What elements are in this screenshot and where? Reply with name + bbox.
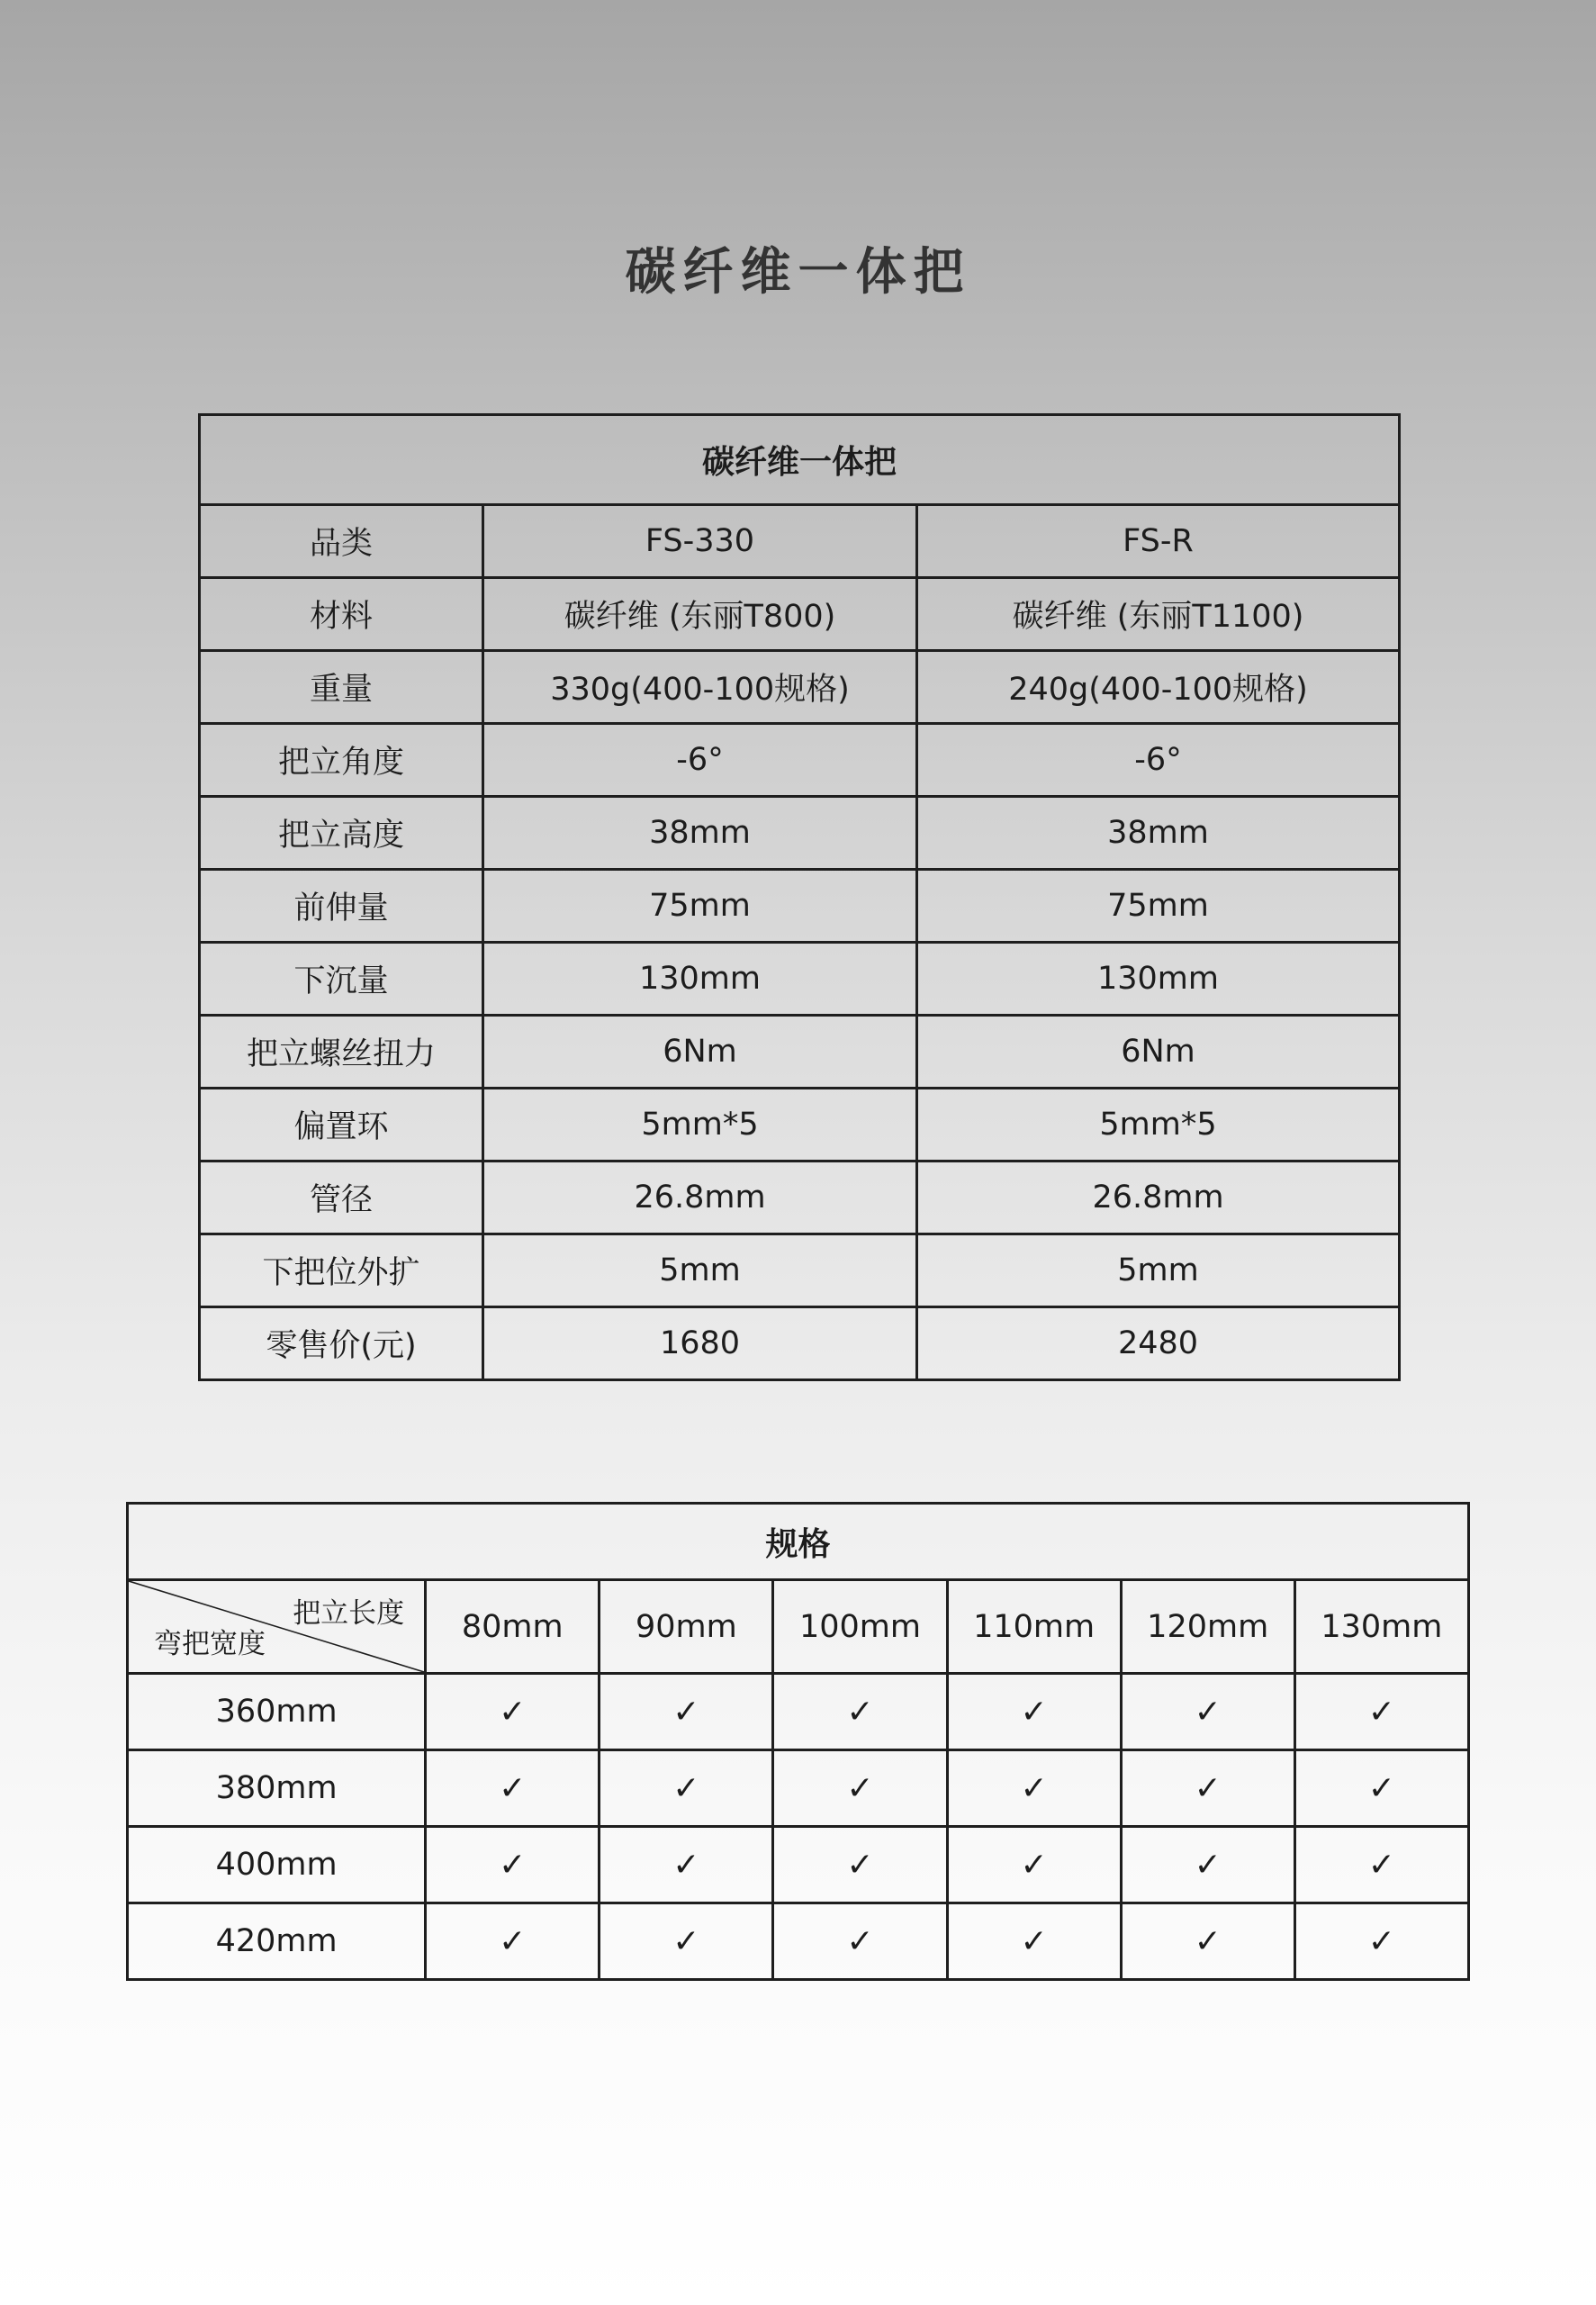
spec-value-fsr: 75mm — [917, 870, 1400, 943]
spec-table-header: 碳纤维一体把 — [200, 415, 1400, 505]
spec-value-fsr: -6° — [917, 724, 1400, 797]
check-icon: ✓ — [947, 1827, 1121, 1903]
spec-value-fs330: 38mm — [483, 797, 917, 870]
spec-value-fsr: 碳纤维 (东丽T1100) — [917, 578, 1400, 651]
size-column-header: 130mm — [1294, 1580, 1468, 1674]
spec-value-fsr: 38mm — [917, 797, 1400, 870]
size-column-header: 100mm — [773, 1580, 947, 1674]
spec-row-label: 管径 — [200, 1162, 483, 1234]
size-table — [126, 1502, 1470, 1981]
spec-row — [200, 1162, 1400, 1234]
spec-value-fsr: 2480 — [917, 1307, 1400, 1380]
size-row — [128, 1903, 1469, 1980]
size-table-header: 规格 — [128, 1504, 1469, 1580]
spec-value-fs330: 5mm*5 — [483, 1089, 917, 1162]
check-icon: ✓ — [1294, 1827, 1468, 1903]
spec-value-fs330: FS-330 — [483, 505, 917, 578]
check-icon: ✓ — [600, 1750, 773, 1827]
check-icon: ✓ — [947, 1750, 1121, 1827]
spec-value-fs330: 碳纤维 (东丽T800) — [483, 578, 917, 651]
check-icon: ✓ — [773, 1827, 947, 1903]
check-icon: ✓ — [426, 1674, 600, 1750]
spec-row — [200, 651, 1400, 724]
check-icon: ✓ — [1294, 1750, 1468, 1827]
corner-cell — [128, 1580, 426, 1674]
spec-value-fsr: 5mm — [917, 1234, 1400, 1307]
size-table-column-row — [128, 1580, 1469, 1674]
check-icon: ✓ — [1121, 1903, 1294, 1980]
spec-row-label: 品类 — [200, 505, 483, 578]
spec-value-fsr: 6Nm — [917, 1016, 1400, 1089]
spec-table-body — [200, 505, 1400, 1380]
size-table-header-row — [128, 1504, 1469, 1580]
size-table-body — [128, 1580, 1469, 1980]
size-row — [128, 1750, 1469, 1827]
size-row-label: 360mm — [128, 1674, 426, 1750]
check-icon: ✓ — [947, 1903, 1121, 1980]
spec-value-fsr: 130mm — [917, 943, 1400, 1016]
spec-value-fs330: 75mm — [483, 870, 917, 943]
spec-value-fs330: 5mm — [483, 1234, 917, 1307]
size-column-header: 110mm — [947, 1580, 1121, 1674]
size-row-label: 400mm — [128, 1827, 426, 1903]
spec-row — [200, 1307, 1400, 1380]
spec-row — [200, 797, 1400, 870]
spec-row-label: 把立角度 — [200, 724, 483, 797]
corner-label-stem-length: 把立长度 — [293, 1597, 405, 1630]
spec-value-fsr: 26.8mm — [917, 1162, 1400, 1234]
check-icon: ✓ — [426, 1750, 600, 1827]
check-icon: ✓ — [1121, 1674, 1294, 1750]
check-icon: ✓ — [1121, 1750, 1294, 1827]
spec-table — [198, 413, 1401, 1381]
spec-row-label: 重量 — [200, 651, 483, 724]
spec-row — [200, 724, 1400, 797]
spec-row — [200, 578, 1400, 651]
size-row — [128, 1827, 1469, 1903]
spec-value-fsr: 240g(400-100规格) — [917, 651, 1400, 724]
size-row-label: 380mm — [128, 1750, 426, 1827]
check-icon: ✓ — [426, 1903, 600, 1980]
size-column-header: 90mm — [600, 1580, 773, 1674]
check-icon: ✓ — [947, 1674, 1121, 1750]
corner-label-bar-width: 弯把宽度 — [154, 1628, 266, 1660]
spec-row — [200, 505, 1400, 578]
check-icon: ✓ — [600, 1827, 773, 1903]
size-column-header: 120mm — [1121, 1580, 1294, 1674]
spec-row — [200, 1234, 1400, 1307]
check-icon: ✓ — [600, 1674, 773, 1750]
spec-table-header-row — [200, 415, 1400, 505]
spec-value-fs330: -6° — [483, 724, 917, 797]
check-icon: ✓ — [426, 1827, 600, 1903]
check-icon: ✓ — [773, 1750, 947, 1827]
size-row — [128, 1674, 1469, 1750]
spec-row-label: 零售价(元) — [200, 1307, 483, 1380]
check-icon: ✓ — [1294, 1674, 1468, 1750]
spec-value-fs330: 6Nm — [483, 1016, 917, 1089]
check-icon: ✓ — [600, 1903, 773, 1980]
spec-value-fsr: 5mm*5 — [917, 1089, 1400, 1162]
spec-row — [200, 943, 1400, 1016]
check-icon: ✓ — [773, 1674, 947, 1750]
spec-row-label: 下沉量 — [200, 943, 483, 1016]
spec-row-label: 下把位外扩 — [200, 1234, 483, 1307]
page-title: 碳纤维一体把 — [625, 243, 971, 302]
spec-row-label: 材料 — [200, 578, 483, 651]
check-icon: ✓ — [773, 1903, 947, 1980]
check-icon: ✓ — [1121, 1827, 1294, 1903]
spec-row-label: 把立螺丝扭力 — [200, 1016, 483, 1089]
spec-value-fs330: 26.8mm — [483, 1162, 917, 1234]
check-icon: ✓ — [1294, 1903, 1468, 1980]
spec-row — [200, 1089, 1400, 1162]
spec-value-fsr: FS-R — [917, 505, 1400, 578]
size-column-header: 80mm — [426, 1580, 600, 1674]
spec-row-label: 前伸量 — [200, 870, 483, 943]
spec-row-label: 把立高度 — [200, 797, 483, 870]
spec-value-fs330: 1680 — [483, 1307, 917, 1380]
spec-row-label: 偏置环 — [200, 1089, 483, 1162]
spec-value-fs330: 330g(400-100规格) — [483, 651, 917, 724]
spec-row — [200, 870, 1400, 943]
spec-value-fs330: 130mm — [483, 943, 917, 1016]
size-row-label: 420mm — [128, 1903, 426, 1980]
spec-row — [200, 1016, 1400, 1089]
